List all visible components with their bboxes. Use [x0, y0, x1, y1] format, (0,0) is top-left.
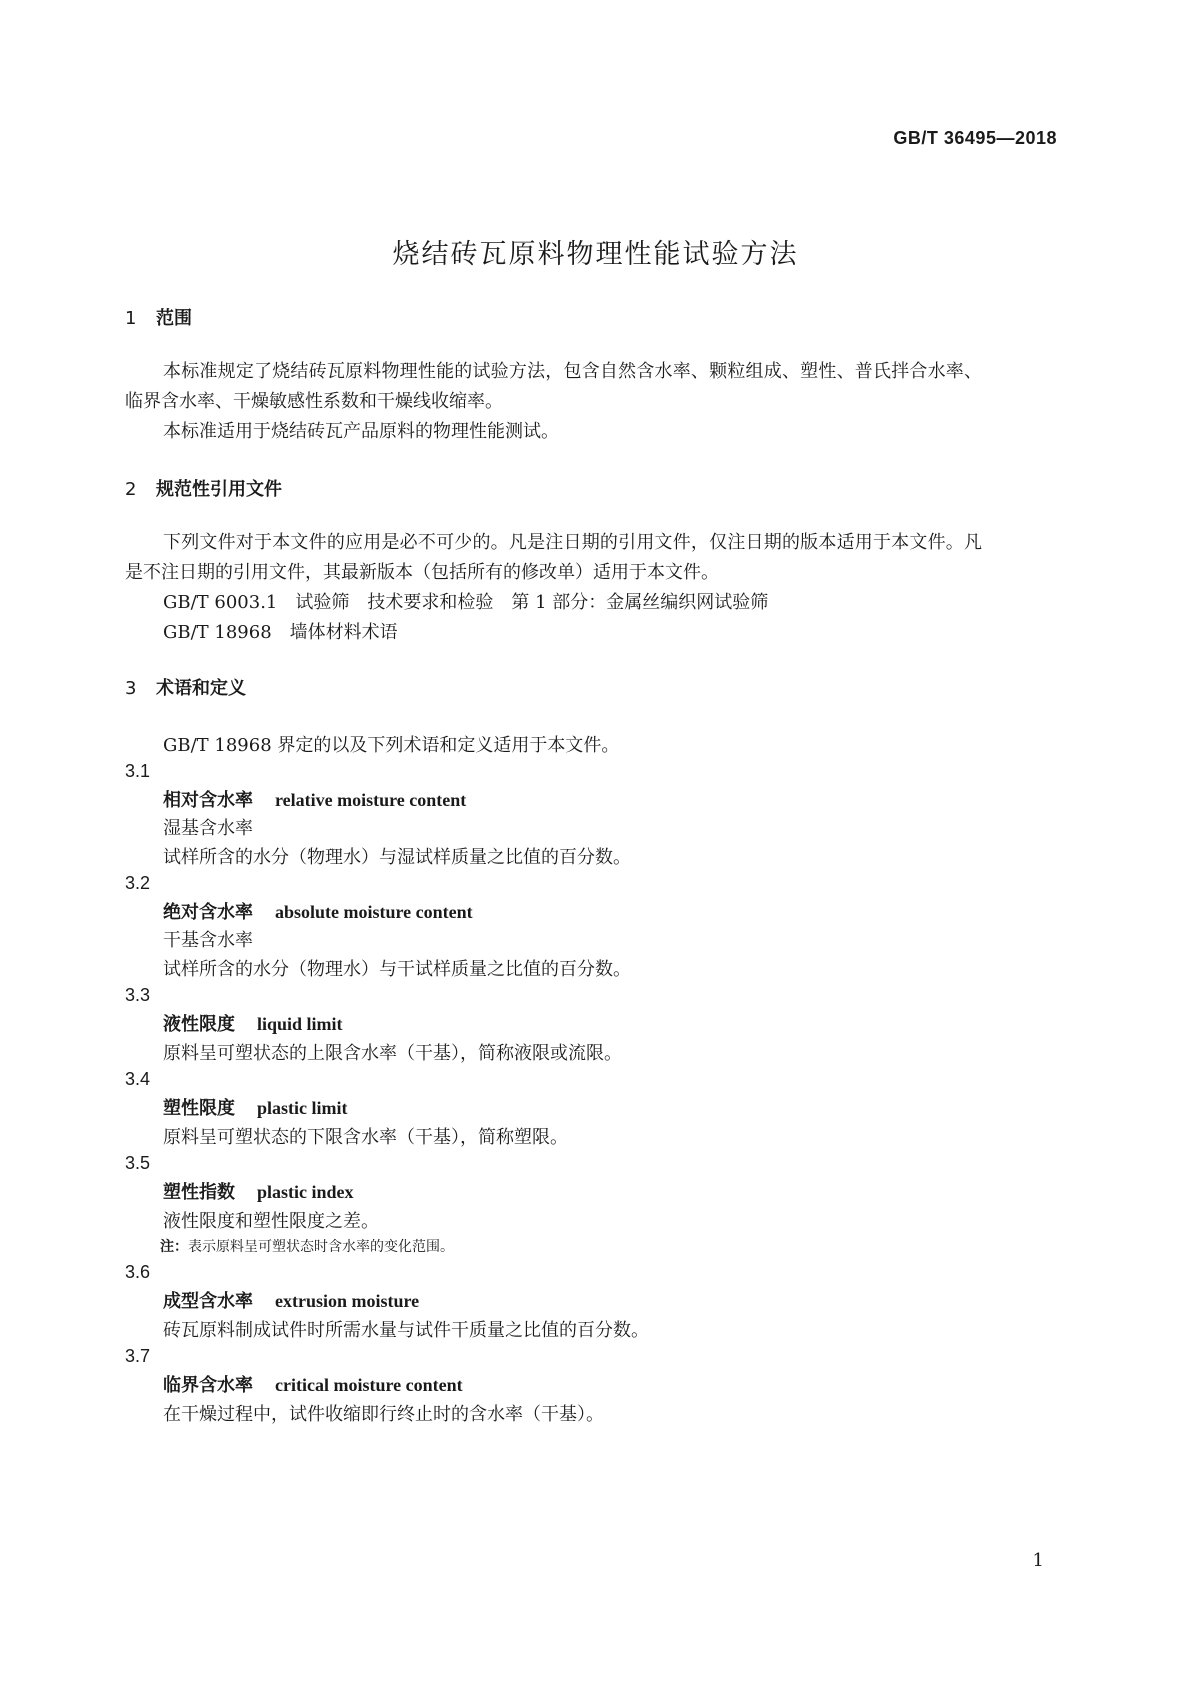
- term-heading: [163, 1371, 463, 1397]
- section-3-title: 术语和定义: [156, 678, 246, 699]
- term-note: [160, 1236, 454, 1256]
- term-definition: 液性限度和塑性限度之差。: [163, 1211, 379, 1232]
- section-1-title: 范围: [156, 308, 192, 329]
- term-heading: [163, 786, 466, 812]
- section-3-intro: GB/T 18968 界定的以及下列术语和定义适用于本文件。: [163, 735, 620, 756]
- term-number: 3.1: [125, 761, 151, 781]
- section-2-title: 规范性引用文件: [156, 479, 282, 500]
- section-2-paragraph-1: 下列文件对于本文件的应用是必不可少的。凡是注日期的引用文件，仅注日期的版本适用于本文件。凡是不注日期的引用文件，其最新版本（包括所有的修改单）适用于本文件。: [125, 532, 982, 583]
- term-english-name: liquid limit: [257, 1014, 343, 1034]
- section-1-paragraph-2: 本标准适用于烧结砖瓦产品原料的物理性能测试。: [163, 421, 559, 442]
- term-chinese-name: 临界含水率: [163, 1375, 253, 1396]
- term-definition: 原料呈可塑状态的上限含水率（干基），简称液限或流限。: [163, 1043, 622, 1064]
- document-title: 烧结砖瓦原料物理性能试验方法: [392, 239, 799, 270]
- term-definition: 试样所含的水分（物理水）与干试样质量之比值的百分数。: [163, 959, 631, 980]
- term-heading: [163, 1287, 419, 1313]
- note-text: 表示原料呈可塑状态时含水率的变化范围。: [188, 1239, 454, 1255]
- term-chinese-name: 成型含水率: [163, 1291, 253, 1312]
- term-english-name: critical moisture content: [275, 1375, 463, 1395]
- term-definition: 在干燥过程中，试件收缩即行终止时的含水率（干基）。: [163, 1404, 604, 1425]
- section-3-heading: [125, 674, 246, 700]
- term-heading: [163, 898, 473, 924]
- term-number: 3.2: [125, 873, 151, 893]
- term-english-name: absolute moisture content: [275, 902, 473, 922]
- section-1-heading: [125, 304, 192, 330]
- term-chinese-name: 塑性指数: [163, 1182, 235, 1203]
- term-english-name: relative moisture content: [275, 790, 467, 810]
- page-number: 1: [1032, 1550, 1044, 1571]
- term-synonym: 干基含水率: [163, 930, 253, 951]
- standard-code: GB/T 36495—2018: [893, 128, 1057, 148]
- term-synonym: 湿基含水率: [163, 818, 253, 839]
- term-number: 3.6: [125, 1262, 151, 1282]
- term-definition: 砖瓦原料制成试件时所需水量与试件干质量之比值的百分数。: [163, 1320, 649, 1341]
- term-definition: 试样所含的水分（物理水）与湿试样质量之比值的百分数。: [163, 847, 631, 868]
- term-number: 3.4: [125, 1069, 151, 1089]
- term-chinese-name: 液性限度: [163, 1014, 235, 1035]
- normative-reference: GB/T 6003.1 试验筛 技术要求和检验 第 1 部分：金属丝编织网试验筛: [163, 592, 769, 613]
- term-chinese-name: 塑性限度: [163, 1098, 235, 1119]
- term-definition: 原料呈可塑状态的下限含水率（干基），简称塑限。: [163, 1127, 568, 1148]
- normative-reference: GB/T 18968 墙体材料术语: [163, 622, 398, 643]
- term-heading: [163, 1010, 343, 1036]
- term-number: 3.5: [125, 1153, 151, 1173]
- section-1-paragraph-1: 本标准规定了烧结砖瓦原料物理性能的试验方法，包含自然含水率、颗粒组成、塑性、普氏拌合水率、临界含水率、干燥敏感性系数和干燥线收缩率。: [125, 361, 982, 412]
- term-chinese-name: 绝对含水率: [163, 902, 253, 923]
- term-english-name: extrusion moisture: [275, 1291, 420, 1311]
- section-2-number: 2: [125, 479, 137, 500]
- term-chinese-name: 相对含水率: [163, 790, 253, 811]
- term-english-name: plastic index: [257, 1182, 354, 1202]
- term-heading: [163, 1094, 348, 1120]
- note-label: 注：: [160, 1239, 188, 1255]
- section-1-number: 1: [125, 308, 137, 329]
- term-english-name: plastic limit: [257, 1098, 348, 1118]
- section-3-number: 3: [125, 678, 137, 699]
- term-heading: [163, 1178, 354, 1204]
- term-number: 3.7: [125, 1346, 151, 1366]
- term-number: 3.3: [125, 985, 151, 1005]
- section-2-heading: [125, 475, 282, 501]
